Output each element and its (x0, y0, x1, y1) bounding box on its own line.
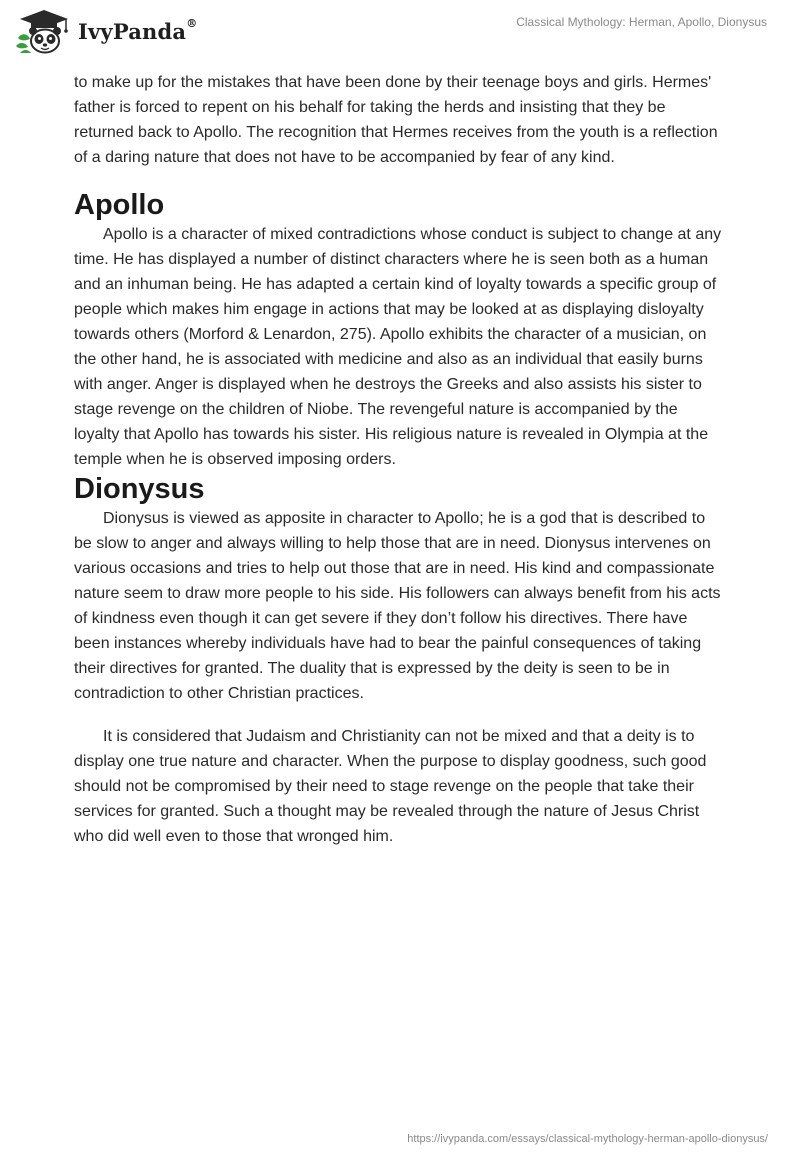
section-heading-apollo: Apollo (74, 189, 165, 221)
dionysus-paragraph-2: It is considered that Judaism and Christianity can not be mixed and that a deity is to display one true nature and character. When the purpose to display goodness, such good should not be compromised by their need to stage revenge on the people that take their services for granted. Such a thought may be revealed through the nature of Jesus Christ who did well even to those that wronged him. (74, 728, 707, 845)
brand-text: IvyPanda (78, 18, 187, 44)
panda-graduate-icon (14, 8, 74, 54)
intro-paragraph: to make up for the mistakes that have been done by their teenage boys and girls. Hermes' father is forced to repent on his behalf for taking the herds and insisting that they be returned back to Apollo. The recognition that Hermes receives from the youth is a reflection of a daring nature that does not have to be accompanied by fear of any kind. (74, 74, 718, 166)
essay-body (74, 70, 724, 849)
dionysus-paragraph-1: Dionysus is viewed as apposite in character to Apollo; he is a god that is described to be slow to anger and always willing to help those that are in need. Dionysus intervenes on various occasions and tries to help out those that are in need. His kind and compassionate nature seem to draw more people to his side. His followers can always benefit from his acts of kindness even though it can get severe if they don’t follow his directives. There have been instances whereby individuals have had to bear the painful consequences of taking their directives for granted. The duality that is expressed by the deity is seen to be in contradiction to other Christian practices. (74, 510, 721, 702)
page-header (0, 0, 800, 64)
ivypanda-logo[interactable] (14, 8, 197, 54)
source-url[interactable]: https://ivypanda.com/essays/classical-mythology-herman-apollo-dionysus/ (407, 1133, 768, 1145)
brand-name (78, 16, 198, 44)
section-heading-dionysus: Dionysus (74, 473, 205, 505)
document-title: Classical Mythology: Herman, Apollo, Dionysus (516, 15, 767, 29)
apollo-paragraph: Apollo is a character of mixed contradictions whose conduct is subject to change at any time. He has displayed a number of distinct characters where he is seen both as a human and an inhuman being. He has adapted a certain kind of loyalty towards a specific group of people which makes him engage in actions that may be looked at as displaying disloyalty towards others (Morford & Lenardon, 275). Apollo exhibits the character of a musician, on the other hand, he is associated with medicine and also as an individual that easily burns with anger. Anger is displayed when he destroys the Greeks and also assists his sister to stage revenge on the children of Niobe. The revengeful nature is accompanied by the loyalty that Apollo has towards his sister. His religious nature is revealed in Olympia at the temple when he is observed imposing orders. (74, 226, 722, 468)
trademark-symbol: ® (186, 16, 198, 30)
